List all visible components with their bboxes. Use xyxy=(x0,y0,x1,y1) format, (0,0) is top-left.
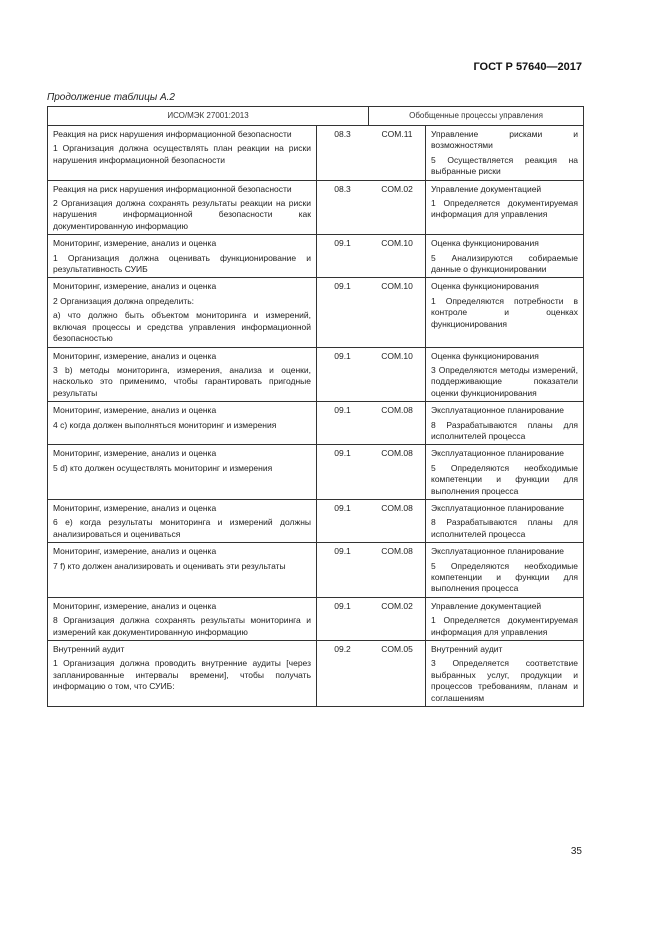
requirement-title: Мониторинг, измерение, анализ и оценка xyxy=(53,281,217,292)
process-title: Оценка функционирования xyxy=(431,238,539,249)
table-header-row xyxy=(48,107,584,126)
process-code-cell: COM.10 xyxy=(369,235,426,278)
requirement-text: 1 Организация должна оценивать функционирование и результативность СУИБ xyxy=(53,252,311,275)
clause-cell: 09.1 xyxy=(317,445,369,500)
requirement-text: 2 Организация должна определить: xyxy=(53,295,195,306)
clause-cell: 09.1 xyxy=(317,499,369,542)
process-cell xyxy=(426,597,584,640)
requirement-title: Реакция на риск нарушения информационной безопасности xyxy=(53,129,292,139)
requirement-text: 4 с) когда должен выполняться мониторинг и измерения xyxy=(53,419,277,430)
requirement-text: 3 b) методы мониторинга, измерения, анализа и оценки, насколько это применимо, чтобы гарантировать пригодные результаты xyxy=(53,364,311,398)
process-cell xyxy=(426,445,584,500)
process-text: 5 Осуществляется реакция на выбранные риски xyxy=(431,154,579,177)
process-code-cell: COM.08 xyxy=(369,445,426,500)
process-title: Оценка функционирования xyxy=(431,350,539,361)
process-code-cell: COM.08 xyxy=(369,543,426,598)
process-text: 8 Разрабатываются планы для исполнителей процесса xyxy=(431,419,579,441)
requirement-cell xyxy=(48,499,317,542)
process-title: Управление документацией xyxy=(431,600,542,611)
requirement-cell xyxy=(48,597,317,640)
process-code-cell: COM.02 xyxy=(369,597,426,640)
requirement-cell xyxy=(48,347,317,402)
clause-cell: 09.1 xyxy=(317,235,369,278)
requirement-title: Мониторинг, измерение, анализ и оценка xyxy=(53,350,217,361)
table-row xyxy=(48,499,584,542)
table-row xyxy=(48,543,584,598)
process-text: 5 Анализируются собираемые данные о функционировании xyxy=(431,252,579,275)
requirement-cell xyxy=(48,180,317,235)
requirement-title: Мониторинг, измерение, анализ и оценка xyxy=(53,546,217,557)
requirement-cell xyxy=(48,278,317,347)
process-text: 5 Определяются необходимые компетенции и функции для выполнения процесса xyxy=(431,560,579,594)
process-title: Оценка функционирования xyxy=(431,281,539,292)
requirement-cell xyxy=(48,402,317,445)
document-header: ГОСТ Р 57640—2017 xyxy=(473,61,582,73)
process-text: 3 Определяется соответствие выбранных услуг, продукции и процессов требованиям, планам и соглашениям xyxy=(431,658,579,703)
process-code-cell: COM.08 xyxy=(369,499,426,542)
process-title: Эксплуатационное планирование xyxy=(431,405,565,416)
requirement-text: 7 f) кто должен анализировать и оценивать эти результаты xyxy=(53,560,286,571)
table-row xyxy=(48,445,584,500)
table-row xyxy=(48,126,584,181)
requirement-cell xyxy=(48,445,317,500)
requirement-cell xyxy=(48,641,317,707)
clause-cell: 08.3 xyxy=(317,126,369,181)
process-text: 8 Разрабатываются планы для исполнителей процесса xyxy=(431,517,579,539)
process-code-cell: COM.10 xyxy=(369,278,426,347)
process-code-cell: COM.02 xyxy=(369,180,426,235)
process-text: 1 Определяется документируемая информация для управления xyxy=(431,198,579,220)
clause-cell: 09.1 xyxy=(317,543,369,598)
process-cell xyxy=(426,641,584,707)
process-title: Управление документацией xyxy=(431,183,542,194)
process-title: Эксплуатационное планирование xyxy=(431,546,565,557)
requirement-title: Мониторинг, измерение, анализ и оценка xyxy=(53,502,217,513)
process-text: 5 Определяются необходимые компетенции и функции для выполнения процесса xyxy=(431,462,579,496)
process-cell xyxy=(426,126,584,181)
process-code-cell: COM.05 xyxy=(369,641,426,707)
clause-cell: 09.2 xyxy=(317,641,369,707)
header-processes: Обобщенные процессы управления xyxy=(369,107,584,126)
process-cell xyxy=(426,347,584,402)
mapping-table xyxy=(47,106,584,707)
table-row xyxy=(48,278,584,347)
header-iso: ИСО/МЭК 27001:2013 xyxy=(48,107,369,126)
clause-cell: 09.1 xyxy=(317,402,369,445)
process-code-cell: COM.08 xyxy=(369,402,426,445)
clause-cell: 09.1 xyxy=(317,347,369,402)
table-row xyxy=(48,180,584,235)
table-row xyxy=(48,402,584,445)
process-title: Эксплуатационное планирование xyxy=(431,502,565,513)
process-title: Внутренний аудит xyxy=(431,644,503,655)
table-row xyxy=(48,347,584,402)
requirement-text: 5 d) кто должен осуществлять мониторинг и измерения xyxy=(53,462,273,473)
requirement-title: Мониторинг, измерение, анализ и оценка xyxy=(53,405,217,416)
requirement-text: 8 Организация должна сохранять результаты мониторинга и измерений как документированную информацию xyxy=(53,615,311,637)
process-code-cell: COM.10 xyxy=(369,347,426,402)
process-text: 1 Определяется документируемая информация для управления xyxy=(431,615,579,637)
process-cell xyxy=(426,402,584,445)
process-text: 1 Определяются потребности в контроле и оценках функционирования xyxy=(431,295,579,329)
table-caption: Продолжение таблицы А.2 xyxy=(47,92,175,103)
requirement-text: 2 Организация должна сохранять результаты реакции на риски нарушения информационной безопасности как документированную информацию xyxy=(53,198,311,231)
requirement-cell xyxy=(48,235,317,278)
requirement-title: Реакция на риск нарушения информационной безопасности xyxy=(53,183,292,194)
process-cell xyxy=(426,180,584,235)
table-row xyxy=(48,597,584,640)
process-code-cell: COM.11 xyxy=(369,126,426,181)
table-row xyxy=(48,235,584,278)
process-cell xyxy=(426,499,584,542)
process-title: Управление рисками и возможностями xyxy=(431,129,579,151)
requirement-text: 1 Организация должна проводить внутренние аудиты [через запланированные интервалы времени], чтобы получать информацию о том, что СУИБ: xyxy=(53,658,311,692)
requirement-title: Мониторинг, измерение, анализ и оценка xyxy=(53,600,217,611)
table-body xyxy=(48,126,584,707)
requirement-text: 1 Организация должна осуществлять план реакции на риски нарушения информационной безопасности xyxy=(53,143,311,165)
clause-cell: 09.1 xyxy=(317,597,369,640)
requirement-cell xyxy=(48,543,317,598)
process-cell xyxy=(426,278,584,347)
clause-cell: 09.1 xyxy=(317,278,369,347)
requirement-title: Внутренний аудит xyxy=(53,644,125,655)
requirement-title: Мониторинг, измерение, анализ и оценка xyxy=(53,448,217,459)
requirement-title: Мониторинг, измерение, анализ и оценка xyxy=(53,238,217,249)
table-row xyxy=(48,641,584,707)
page-number: 35 xyxy=(570,846,582,857)
process-text: 3 Определяются методы измерений, поддерживающие показатели оценки функционирования xyxy=(431,364,579,398)
process-cell xyxy=(426,235,584,278)
requirement-text: а) что должно быть объектом мониторинга и измерений, включая процессы и средства управления информационной безопасностью xyxy=(53,310,311,344)
requirement-cell xyxy=(48,126,317,181)
process-cell xyxy=(426,543,584,598)
requirement-text: 6 е) когда результаты мониторинга и измерений должны анализироваться и оцениваться xyxy=(53,517,311,539)
clause-cell: 08.3 xyxy=(317,180,369,235)
process-title: Эксплуатационное планирование xyxy=(431,448,565,459)
